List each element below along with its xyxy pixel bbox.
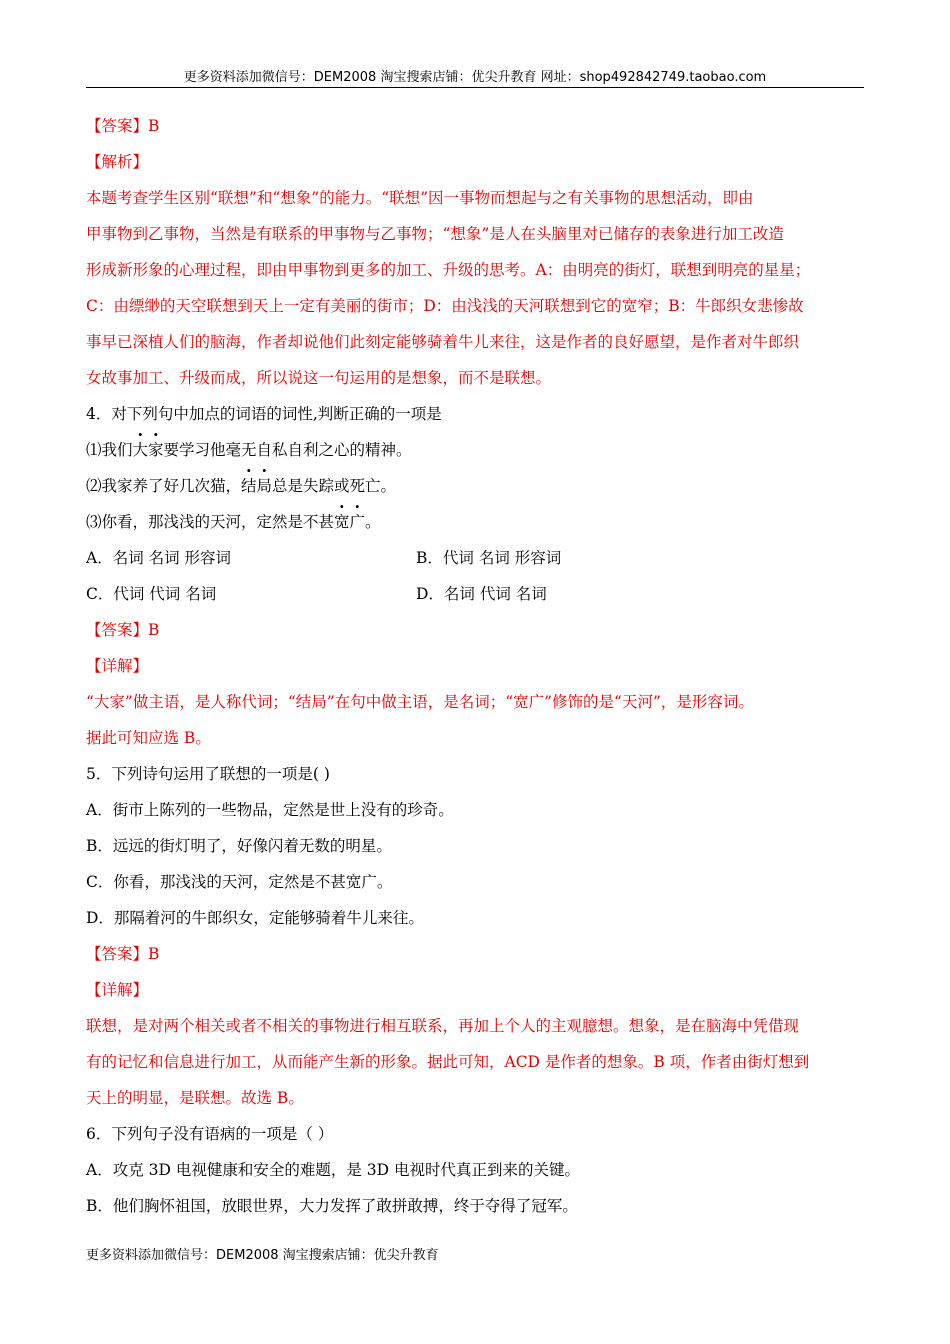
q6-option-b: B．他们胸怀祖国，放眼世界，大力发挥了敢拼敢搏，终于夺得了冠军。 xyxy=(86,1197,578,1215)
page-header: 更多资料添加微信号：DEM2008 淘宝搜索店铺：优尖升教育 网址：shop492842749.taobao.com xyxy=(183,70,767,85)
dotted-char: 结 xyxy=(241,477,257,495)
q5-option-b: B．远远的街灯明了，好像闪着无数的明星。 xyxy=(86,837,392,855)
dotted-char: 家 xyxy=(148,441,164,459)
q4-options-row-1 xyxy=(86,540,866,576)
q5-detail-label: 【详解】 xyxy=(86,981,149,999)
q4-option-c: C．代词 代词 名词 xyxy=(86,585,217,603)
q4-answer: 【答案】B xyxy=(86,621,160,639)
q5-detail-line: 联想，是对两个相关或者不相关的事物进行相互联系，再加上个人的主观臆想。想象，是在脑海中凭借现 xyxy=(86,1017,800,1035)
q4-stem: 4．对下列句中加点的词语的词性,判断正确的一项是 xyxy=(86,405,442,423)
dotted-char: 宽 xyxy=(334,513,350,531)
q4-detail-label: 【详解】 xyxy=(86,657,149,675)
q5-option-a: A．街市上陈列的一些物品，定然是世上没有的珍奇。 xyxy=(86,801,454,819)
page-footer: 更多资料添加微信号：DEM2008 淘宝搜索店铺：优尖升教育 xyxy=(86,1248,439,1263)
q5-answer: 【答案】B xyxy=(86,945,160,963)
q4-detail-line: 据此可知应选 B。 xyxy=(86,729,211,747)
q3-analysis-line: 甲事物到乙事物，当然是有联系的甲事物与乙事物；“想象”是人在头脑里对已储存的表象进行加工改造 xyxy=(86,225,784,243)
q3-analysis-line: 本题考查学生区别“联想”和“想象”的能力。“联想”因一事物而想起与之有关事物的思想活动，即由 xyxy=(86,189,754,207)
q3-analysis-label: 【解析】 xyxy=(86,153,149,171)
q3-analysis-line: 女故事加工、升级而成，所以说这一句运用的是想象，而不是联想。 xyxy=(86,369,552,387)
dotted-char: 广 xyxy=(349,513,366,531)
dotted-char: 大 xyxy=(132,441,149,459)
q5-option-d: D．那隔着河的牛郎织女，定能够骑着牛儿来往。 xyxy=(86,909,424,927)
q4-sentence-3: ⑶你看，那浅浅的天河，定然是不甚宽广。 xyxy=(86,513,381,531)
document-body xyxy=(86,108,866,1224)
q5-stem: 5．下列诗句运用了联想的一项是( ) xyxy=(86,765,330,783)
q4-option-a: A．名词 名词 形容词 xyxy=(86,549,232,567)
q5-detail-line: 有的记忆和信息进行加工，从而能产生新的形象。据此可知，ACD 是作者的想象。B 项，作者由街灯想到 xyxy=(86,1053,810,1071)
q3-analysis-line: C：由缥缈的天空联想到天上一定有美丽的街市；D：由浅浅的天河联想到它的宽窄；B：牛郎织女悲惨故 xyxy=(86,297,804,315)
q6-option-a: A．攻克 3D 电视健康和安全的难题，是 3D 电视时代真正到来的关键。 xyxy=(86,1161,580,1179)
q4-option-b: B．代词 名词 形容词 xyxy=(416,549,562,567)
q4-sentence-1: ⑴我们大家要学习他毫无自私自利之心的精神。 xyxy=(86,441,412,459)
q5-detail-line: 天上的明显，是联想。故选 B。 xyxy=(86,1089,304,1107)
header-divider xyxy=(86,87,864,88)
q3-analysis-line: 形成新形象的心理过程，即由甲事物到更多的加工、升级的思考。A：由明亮的街灯，联想到明亮的星星； xyxy=(86,261,811,279)
q4-sentence-2: ⑵我家养了好几次猫，结局总是失踪或死亡。 xyxy=(86,477,397,495)
q3-answer: 【答案】B xyxy=(86,117,160,135)
q5-option-c: C．你看，那浅浅的天河，定然是不甚宽广。 xyxy=(86,873,393,891)
dotted-char: 局 xyxy=(256,477,273,495)
q6-stem: 6．下列句子没有语病的一项是（ ） xyxy=(86,1125,334,1143)
q4-detail-line: “大家”做主语，是人称代词；“结局”在句中做主语，是名词；“宽广”修饰的是“天河”，是形容词。 xyxy=(86,693,754,711)
q4-option-d: D．名词 代词 名词 xyxy=(416,585,547,603)
q4-options-row-2 xyxy=(86,576,866,612)
q3-analysis-line: 事早已深植人们的脑海，作者却说他们此刻定能够骑着牛儿来往，这是作者的良好愿望，是作者对牛郎织 xyxy=(86,333,800,351)
